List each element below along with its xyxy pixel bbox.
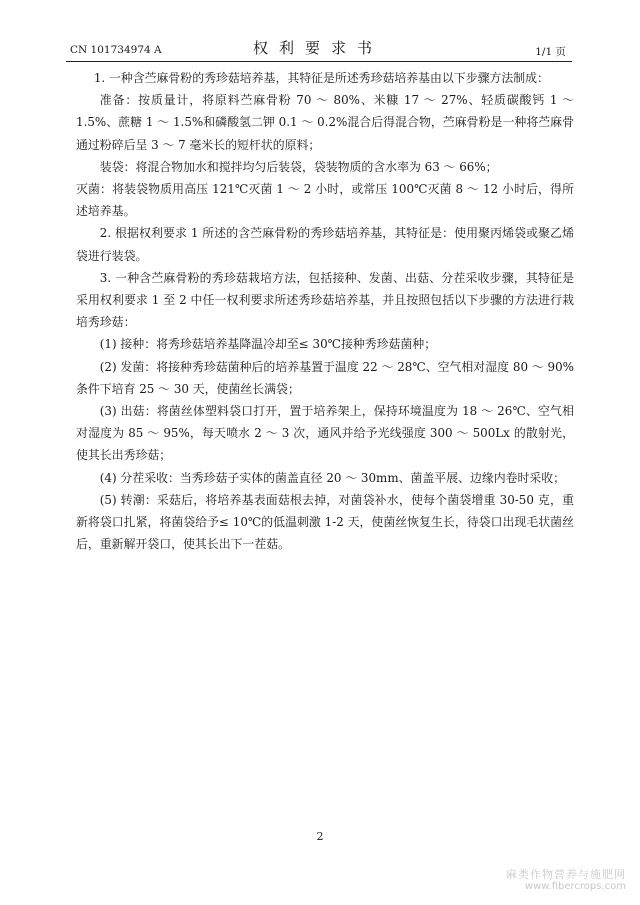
claim-3-step-5: (5) 转潮：采菇后，将培养基表面菇根去掉，对菌袋补水，使每个菌袋增重 30-50 克，重新将袋口扎紧，将菌袋给予≤ 10℃的低温刺激 1-2 天，使菌丝恢复生长，待袋口出现毛状菌丝后，重新解开袋口，使其长出下一茬菇。 (76, 492, 574, 552)
claim-1-sterilization: 灭菌：将装袋物质用高压 121℃灭菌 1 ～ 2 小时，或常压 100℃灭菌 8 ～ 12 小时后，得所述培养基。 (76, 182, 574, 219)
claim-3-step-1: (1) 接种：将秀珍菇培养基降温冷却至≤ 30℃接种秀珍菇菌种； (99, 337, 437, 352)
claim-1-bagging: 装袋：将混合物加水和搅拌均匀后装袋，袋装物质的含水率为 63 ～ 66%； (99, 159, 498, 174)
watermark (506, 869, 626, 893)
claim-3-intro: 3. 一种含苎麻骨粉的秀珍菇栽培方法，包括接种、发菌、出菇、分茬采收步骤，其特征是采用权利要求 1 至 2 中任一权利要求所述秀珍菇培养基，并且按照包括以下步骤的方法进行栽培秀珍菇： (76, 270, 574, 330)
claim-1-intro: 1. 一种含苎麻骨粉的秀珍菇培养基，其特征是所述秀珍菇培养基由以下步骤方法制成： (93, 71, 549, 85)
watermark-line-2: www.fibercrops.com (524, 881, 626, 892)
claim-2: 2. 根据权利要求 1 所述的含苎麻骨粉的秀珍菇培养基，其特征是：使用聚丙烯袋或聚乙烯袋进行装袋。 (76, 226, 574, 263)
document-number: CN 101734974 A (70, 44, 162, 56)
claims-body (76, 67, 574, 555)
document-title: 权利要求书 (252, 39, 383, 57)
header-rule (66, 61, 572, 62)
claim-3-step-3: (3) 出菇：将菌丝体塑料袋口打开，置于培养架上，保持环境温度为 18 ～ 26℃、空气相对湿度为 85 ～ 95%，每天喷水 2 ～ 3 次，通风并给予光线强度 300 ～ 500Lx 的散射光，使其长出秀珍菇； (76, 404, 574, 463)
page-number: 2 (316, 830, 324, 843)
claim-3-step-2: (2) 发菌：将接种秀珍菇菌种后的培养基置于温度 22 ～ 28℃、空气相对湿度 80 ～ 90%条件下培育 25 ～ 30 天，使菌丝长满袋； (76, 359, 574, 396)
claim-1-preparation: 准备：按质量计，将原料苎麻骨粉 70 ～ 80%、米糠 17 ～ 27%、轻质碳酸钙 1 ～ 1.5%、蔗糖 1 ～ 1.5%和磷酸氢二钾 0.1 ～ 0.2%混合后得混合物，苎麻骨粉是一种将苎麻骨通过粉碎后呈 3 ～ 7 毫米长的短杆状的原料； (76, 93, 575, 152)
page-indicator: 1/1 页 (535, 46, 566, 58)
watermark-line-1: 麻类作物营养与施肥网 (506, 868, 626, 881)
claim-3-step-4: (4) 分茬采收：当秀珍菇子实体的菌盖直径 20 ～ 30mm、菌盖平展、边缘内卷时采收； (99, 470, 566, 485)
page-header (70, 36, 566, 60)
